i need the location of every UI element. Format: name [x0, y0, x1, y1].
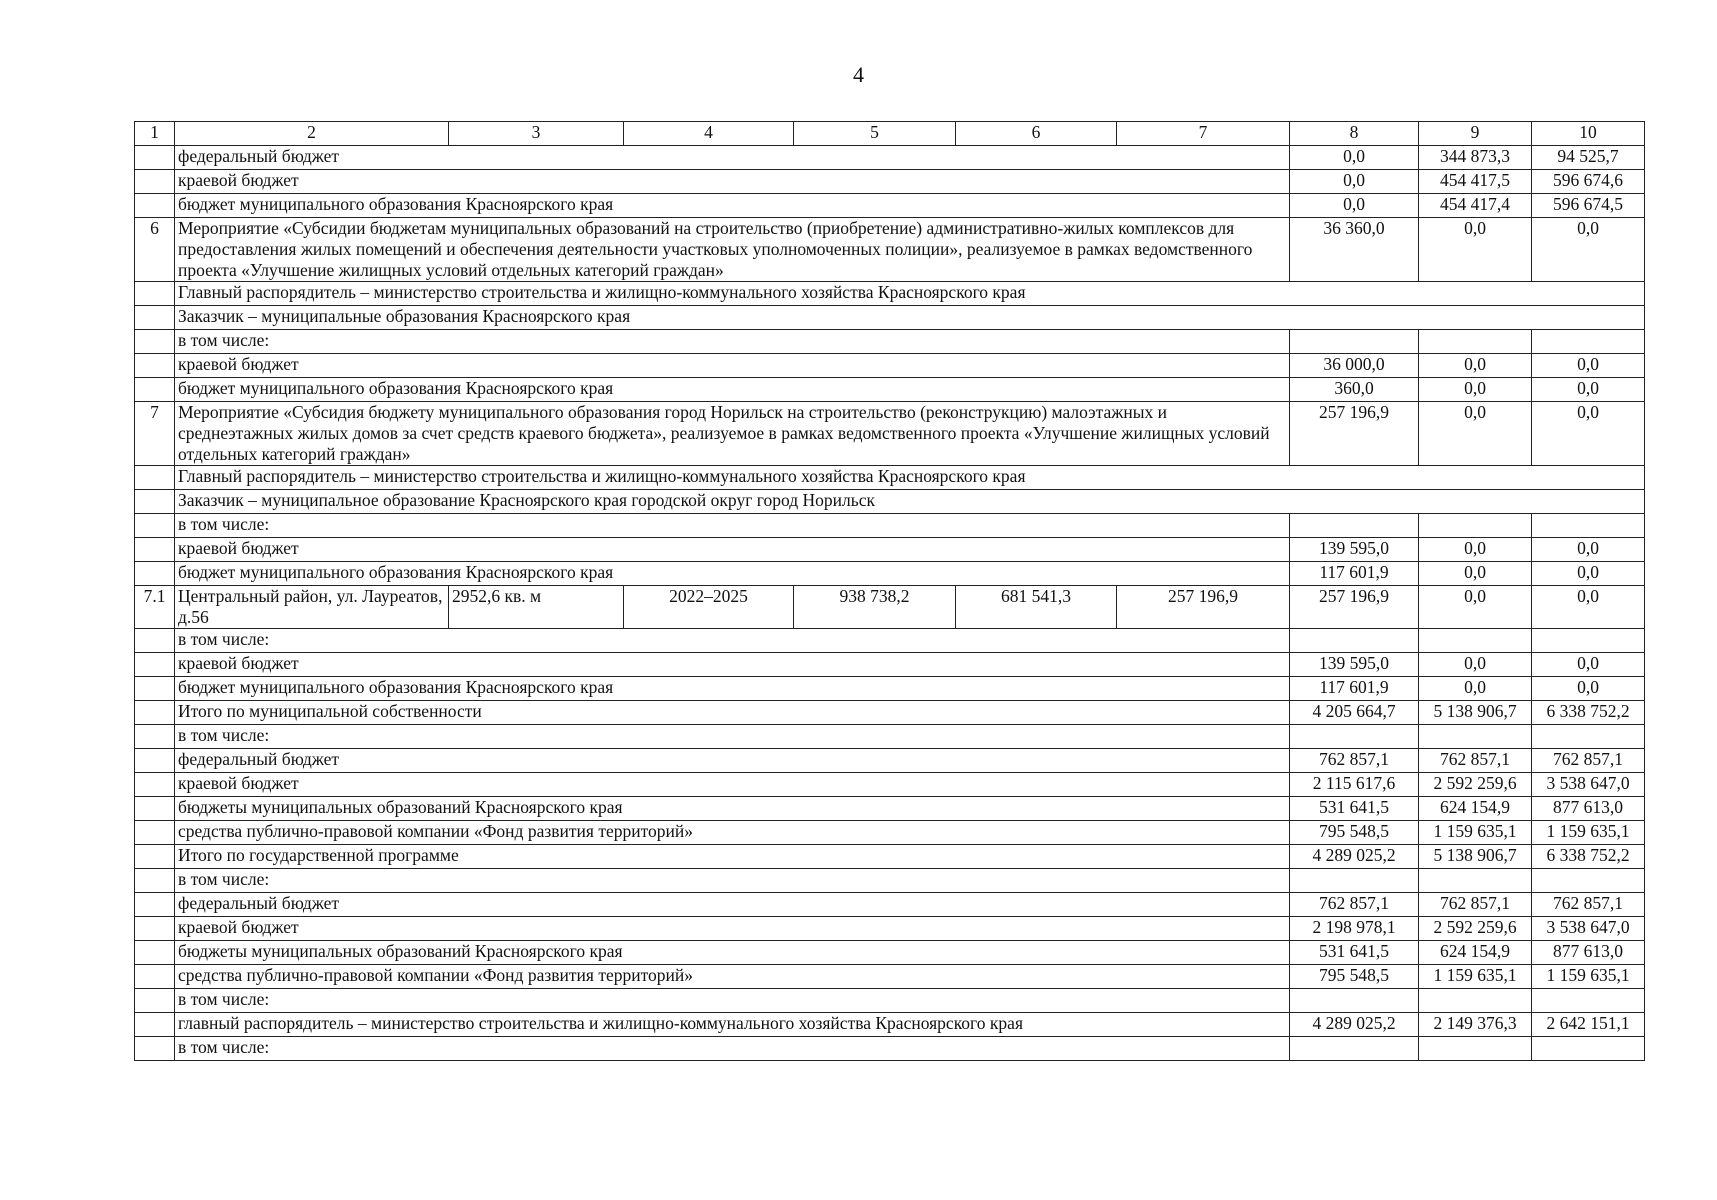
value-col-10: 94 525,7: [1532, 146, 1645, 170]
object-period: 2022–2025: [624, 586, 794, 629]
table-row: [135, 330, 1645, 354]
value-col-9: [1419, 869, 1532, 893]
row-text: краевой бюджет: [175, 354, 1290, 378]
value-col-9: 0,0: [1419, 402, 1532, 466]
table-row: [135, 170, 1645, 194]
value-col-8: 139 595,0: [1290, 538, 1419, 562]
value-col-8: 4 289 025,2: [1290, 845, 1419, 869]
value-col-8: [1290, 989, 1419, 1013]
row-text: Главный распорядитель – министерство строительства и жилищно-коммунального хозяйства Красноярского края: [175, 282, 1645, 306]
row-number: [135, 773, 175, 797]
row-number: [135, 797, 175, 821]
row-number: [135, 869, 175, 893]
table-row: [135, 306, 1645, 330]
table-row: [135, 773, 1645, 797]
header-cell: 6: [956, 122, 1117, 146]
value-col-9: 2 149 376,3: [1419, 1013, 1532, 1037]
value-col-8: 36 000,0: [1290, 354, 1419, 378]
table-row: [135, 821, 1645, 845]
value-col-10: 0,0: [1532, 677, 1645, 701]
row-number: [135, 170, 175, 194]
row-number: [135, 378, 175, 402]
row-number: [135, 562, 175, 586]
value-col-9: 454 417,4: [1419, 194, 1532, 218]
row-text: федеральный бюджет: [175, 749, 1290, 773]
table-row: [135, 629, 1645, 653]
value-col-8: 2 115 617,6: [1290, 773, 1419, 797]
table-row: [135, 1013, 1645, 1037]
table-row: [135, 869, 1645, 893]
value-col-9: 762 857,1: [1419, 893, 1532, 917]
value-col-9: 1 159 635,1: [1419, 965, 1532, 989]
table-row: [135, 402, 1645, 466]
object-prior-financing: 681 541,3: [956, 586, 1117, 629]
row-number: [135, 749, 175, 773]
value-col-10: 6 338 752,2: [1532, 845, 1645, 869]
row-number: [135, 965, 175, 989]
table-row: [135, 514, 1645, 538]
object-area: 2952,6 кв. м: [449, 586, 624, 629]
header-cell: 5: [794, 122, 956, 146]
row-text: краевой бюджет: [175, 653, 1290, 677]
row-text: бюджеты муниципальных образований Красноярского края: [175, 941, 1290, 965]
table-row: [135, 749, 1645, 773]
object-address: Центральный район, ул. Лауреатов, д.56: [175, 586, 449, 629]
value-col-8: 117 601,9: [1290, 677, 1419, 701]
value-col-8: [1290, 725, 1419, 749]
value-col-9: [1419, 989, 1532, 1013]
row-text: в том числе:: [175, 1037, 1290, 1061]
row-number: [135, 194, 175, 218]
row-number: [135, 282, 175, 306]
value-col-8: 257 196,9: [1290, 586, 1419, 629]
value-col-10: 3 538 647,0: [1532, 917, 1645, 941]
value-col-8: 0,0: [1290, 146, 1419, 170]
row-text: Заказчик – муниципальные образования Красноярского края: [175, 306, 1645, 330]
header-row: [135, 122, 1645, 146]
table-row: [135, 586, 1645, 629]
row-number: [135, 538, 175, 562]
table-row: [135, 146, 1645, 170]
table-row: [135, 701, 1645, 725]
row-number: [135, 330, 175, 354]
row-text: средства публично-правовой компании «Фонд развития территорий»: [175, 965, 1290, 989]
value-col-10: [1532, 330, 1645, 354]
row-number: [135, 893, 175, 917]
value-col-8: 257 196,9: [1290, 402, 1419, 466]
row-number: [135, 701, 175, 725]
value-col-9: 0,0: [1419, 677, 1532, 701]
row-number: [135, 845, 175, 869]
value-col-10: 0,0: [1532, 354, 1645, 378]
header-cell: 8: [1290, 122, 1419, 146]
value-col-9: 454 417,5: [1419, 170, 1532, 194]
row-text: в том числе:: [175, 869, 1290, 893]
value-col-9: [1419, 1037, 1532, 1061]
value-col-8: 139 595,0: [1290, 653, 1419, 677]
table-row: [135, 466, 1645, 490]
value-col-10: 762 857,1: [1532, 893, 1645, 917]
header-cell: 7: [1117, 122, 1290, 146]
row-number: [135, 146, 175, 170]
value-col-10: 596 674,5: [1532, 194, 1645, 218]
row-number: [135, 725, 175, 749]
row-number: [135, 306, 175, 330]
row-text: бюджет муниципального образования Красноярского края: [175, 677, 1290, 701]
value-col-8: 4 205 664,7: [1290, 701, 1419, 725]
row-text: главный распорядитель – министерство строительства и жилищно-коммунального хозяйства Красноярского края: [175, 1013, 1290, 1037]
row-text: федеральный бюджет: [175, 893, 1290, 917]
row-number: 7.1: [135, 586, 175, 629]
row-text: Главный распорядитель – министерство строительства и жилищно-коммунального хозяйства Красноярского края: [175, 466, 1645, 490]
object-remaining-cost: 257 196,9: [1117, 586, 1290, 629]
table-row: [135, 725, 1645, 749]
table-row: [135, 941, 1645, 965]
table-row: [135, 562, 1645, 586]
value-col-10: [1532, 1037, 1645, 1061]
value-col-8: 36 360,0: [1290, 218, 1419, 282]
table-row: [135, 677, 1645, 701]
row-number: 6: [135, 218, 175, 282]
row-number: [135, 354, 175, 378]
value-col-9: [1419, 629, 1532, 653]
value-col-9: 5 138 906,7: [1419, 701, 1532, 725]
value-col-8: 531 641,5: [1290, 941, 1419, 965]
object-estimated-cost: 938 738,2: [794, 586, 956, 629]
row-text: Итого по государственной программе: [175, 845, 1290, 869]
value-col-8: [1290, 629, 1419, 653]
value-col-10: 1 159 635,1: [1532, 821, 1645, 845]
value-col-10: 877 613,0: [1532, 941, 1645, 965]
table-row: [135, 797, 1645, 821]
value-col-10: 0,0: [1532, 653, 1645, 677]
table-row: [135, 218, 1645, 282]
row-number: [135, 821, 175, 845]
value-col-9: 0,0: [1419, 218, 1532, 282]
value-col-9: [1419, 330, 1532, 354]
value-col-10: 0,0: [1532, 562, 1645, 586]
value-col-9: 344 873,3: [1419, 146, 1532, 170]
value-col-10: 6 338 752,2: [1532, 701, 1645, 725]
table-row: [135, 989, 1645, 1013]
header-cell: 2: [175, 122, 449, 146]
row-number: [135, 677, 175, 701]
row-text: бюджеты муниципальных образований Красноярского края: [175, 797, 1290, 821]
header-cell: 1: [135, 122, 175, 146]
value-col-9: 0,0: [1419, 354, 1532, 378]
value-col-9: [1419, 514, 1532, 538]
table-row: [135, 354, 1645, 378]
value-col-10: 877 613,0: [1532, 797, 1645, 821]
value-col-9: 2 592 259,6: [1419, 917, 1532, 941]
row-text: в том числе:: [175, 330, 1290, 354]
row-number: [135, 514, 175, 538]
table-row: [135, 893, 1645, 917]
value-col-8: [1290, 514, 1419, 538]
value-col-10: [1532, 869, 1645, 893]
header-cell: 10: [1532, 122, 1645, 146]
value-col-9: 2 592 259,6: [1419, 773, 1532, 797]
value-col-8: 795 548,5: [1290, 965, 1419, 989]
row-number: [135, 917, 175, 941]
value-col-8: 762 857,1: [1290, 893, 1419, 917]
table-row: [135, 490, 1645, 514]
table-row: [135, 194, 1645, 218]
row-text: Мероприятие «Субсидии бюджетам муниципальных образований на строительство (приобретение) административно-жилых комплексов для предоставления жилых помещений и обеспечения деятельности участковых уполномоченных полиции», реализуемое в рамках ведомственного проекта «Улучшение жилищных условий отдельных категорий граждан»: [175, 218, 1290, 282]
value-col-8: 4 289 025,2: [1290, 1013, 1419, 1037]
row-text: Мероприятие «Субсидия бюджету муниципального образования город Норильск на строительство (реконструкцию) малоэтажных и среднеэтажных жилых домов за счет средств краевого бюджета», реализуемое в рамках ведомственного проекта «Улучшение жилищных условий отдельных категорий граждан»: [175, 402, 1290, 466]
value-col-9: 5 138 906,7: [1419, 845, 1532, 869]
value-col-9: 0,0: [1419, 653, 1532, 677]
value-col-8: 0,0: [1290, 170, 1419, 194]
table-row: [135, 965, 1645, 989]
budget-table: [134, 121, 1645, 1061]
value-col-10: 0,0: [1532, 586, 1645, 629]
row-number: [135, 941, 175, 965]
value-col-10: 596 674,6: [1532, 170, 1645, 194]
value-col-9: [1419, 725, 1532, 749]
row-text: Заказчик – муниципальное образование Красноярского края городской округ город Норильск: [175, 490, 1645, 514]
row-text: бюджет муниципального образования Красноярского края: [175, 378, 1290, 402]
row-number: [135, 490, 175, 514]
row-text: Итого по муниципальной собственности: [175, 701, 1290, 725]
table-row: [135, 538, 1645, 562]
value-col-9: 762 857,1: [1419, 749, 1532, 773]
value-col-8: 795 548,5: [1290, 821, 1419, 845]
row-text: бюджет муниципального образования Красноярского края: [175, 194, 1290, 218]
table-row: [135, 653, 1645, 677]
table-row: [135, 378, 1645, 402]
value-col-9: 0,0: [1419, 538, 1532, 562]
value-col-10: 3 538 647,0: [1532, 773, 1645, 797]
row-number: [135, 466, 175, 490]
value-col-10: 0,0: [1532, 218, 1645, 282]
row-text: краевой бюджет: [175, 538, 1290, 562]
value-col-10: 0,0: [1532, 378, 1645, 402]
value-col-10: 2 642 151,1: [1532, 1013, 1645, 1037]
row-text: в том числе:: [175, 629, 1290, 653]
row-text: бюджет муниципального образования Красноярского края: [175, 562, 1290, 586]
value-col-10: [1532, 629, 1645, 653]
header-cell: 4: [624, 122, 794, 146]
value-col-8: 117 601,9: [1290, 562, 1419, 586]
page-number: 4: [853, 62, 864, 87]
value-col-9: 624 154,9: [1419, 941, 1532, 965]
value-col-10: [1532, 989, 1645, 1013]
row-number: [135, 629, 175, 653]
value-col-10: [1532, 725, 1645, 749]
table-row: [135, 282, 1645, 306]
value-col-8: [1290, 869, 1419, 893]
value-col-8: 531 641,5: [1290, 797, 1419, 821]
value-col-10: 0,0: [1532, 402, 1645, 466]
value-col-9: 0,0: [1419, 562, 1532, 586]
table-body: [135, 146, 1645, 1061]
row-number: [135, 653, 175, 677]
value-col-10: 762 857,1: [1532, 749, 1645, 773]
row-text: средства публично-правовой компании «Фонд развития территорий»: [175, 821, 1290, 845]
header-cell: 3: [449, 122, 624, 146]
row-number: [135, 1013, 175, 1037]
table-row: [135, 917, 1645, 941]
row-text: федеральный бюджет: [175, 146, 1290, 170]
row-text: в том числе:: [175, 989, 1290, 1013]
row-number: 7: [135, 402, 175, 466]
row-text: краевой бюджет: [175, 917, 1290, 941]
row-text: краевой бюджет: [175, 170, 1290, 194]
row-number: [135, 1037, 175, 1061]
header-cell: 9: [1419, 122, 1532, 146]
value-col-8: 360,0: [1290, 378, 1419, 402]
value-col-9: 0,0: [1419, 586, 1532, 629]
row-text: краевой бюджет: [175, 773, 1290, 797]
value-col-8: [1290, 1037, 1419, 1061]
value-col-9: 1 159 635,1: [1419, 821, 1532, 845]
value-col-8: 2 198 978,1: [1290, 917, 1419, 941]
value-col-8: 762 857,1: [1290, 749, 1419, 773]
value-col-9: 624 154,9: [1419, 797, 1532, 821]
value-col-8: 0,0: [1290, 194, 1419, 218]
row-text: в том числе:: [175, 725, 1290, 749]
row-number: [135, 989, 175, 1013]
value-col-10: [1532, 514, 1645, 538]
value-col-8: [1290, 330, 1419, 354]
row-text: в том числе:: [175, 514, 1290, 538]
value-col-10: 0,0: [1532, 538, 1645, 562]
table-row: [135, 1037, 1645, 1061]
value-col-10: 1 159 635,1: [1532, 965, 1645, 989]
table-row: [135, 845, 1645, 869]
value-col-9: 0,0: [1419, 378, 1532, 402]
